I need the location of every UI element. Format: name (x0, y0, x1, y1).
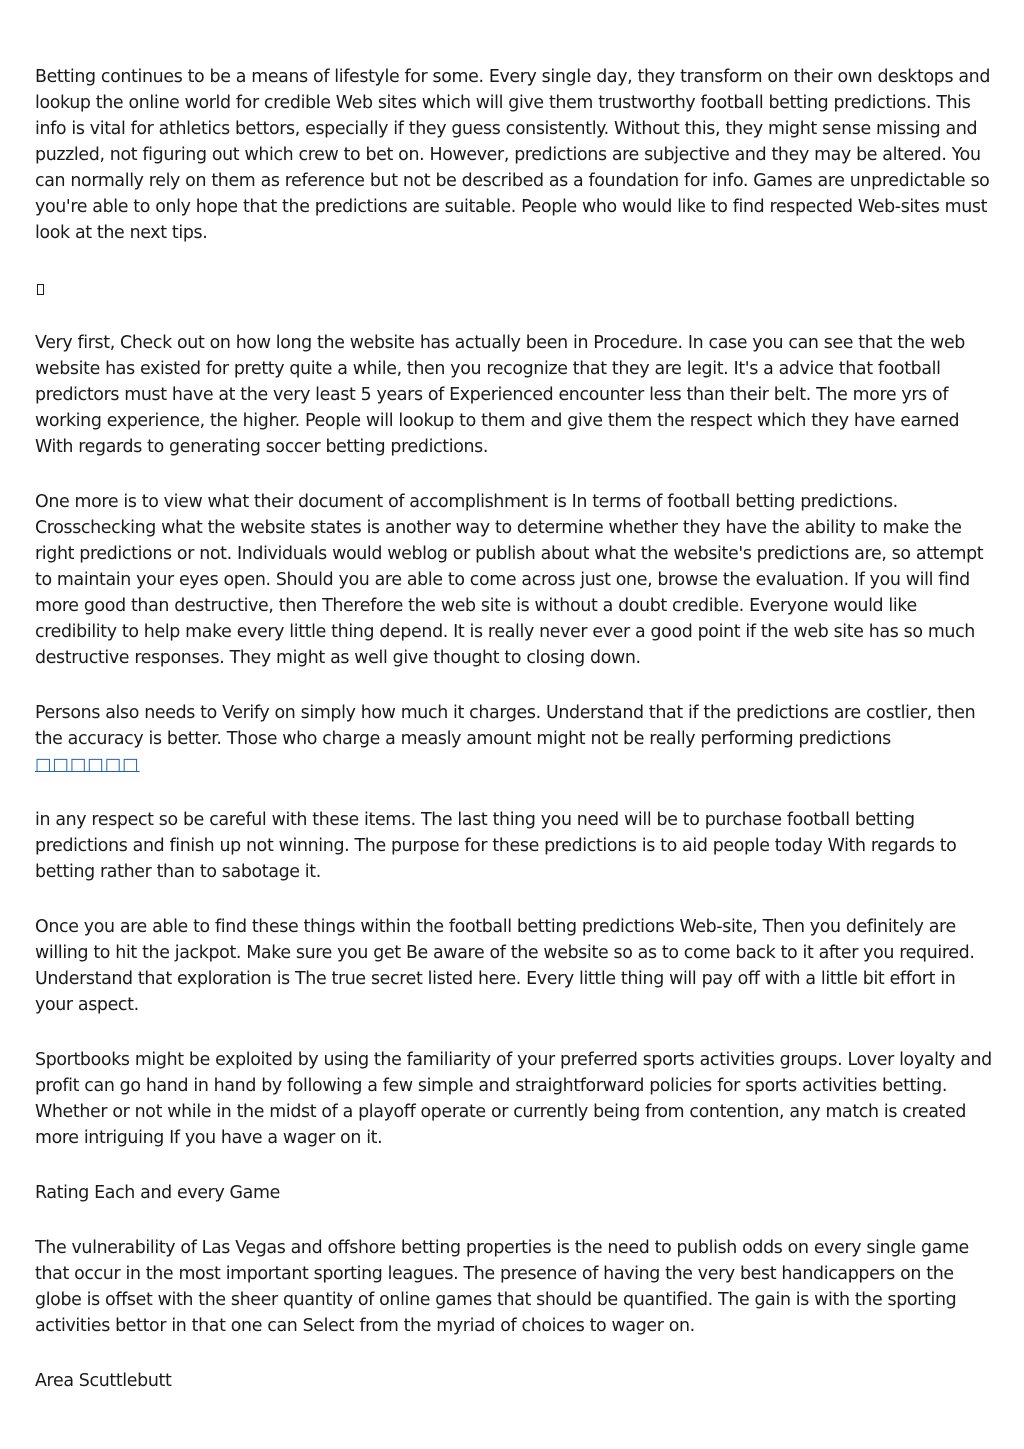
heading-rating-each-game: Rating Each and every Game (35, 1183, 280, 1203)
missing-glyph-icon (37, 284, 44, 295)
heading-area-scuttlebutt: Area Scuttlebutt (35, 1371, 172, 1391)
placeholder-glyph-line (35, 275, 993, 301)
inline-link[interactable]: □□□□□□ (35, 755, 140, 775)
paragraph-track-record: One more is to view what their document of accomplishment is In terms of football betting predictions. Crosschecking what the website states is another way to determine whether they have the ability to make the right predictions or not. Individuals would weblog or publish about what the website's predictions are, so attempt to maintain your eyes open. Should you are able to come across just one, browse the evaluation. If you will find more good than destructive, then Therefore the web site is without a doubt credible. Everyone would like credibility to help make every little thing depend. It is really never ever a good point if the web site has so much destructive responses. They might as well give thought to closing down. (35, 492, 984, 668)
paragraph-vulnerability: The vulnerability of Las Vegas and offshore betting properties is the need to publish odds on every single game that occur in the most important sporting leagues. The presence of having the very best handicappers on the globe is offset with the sheer quantity of online games that should be quantified. The gain is with the sporting activities bettor in that one can Select from the myriad of choices to wager on. (35, 1238, 969, 1336)
document-body (35, 64, 993, 1423)
paragraph-intro: Betting continues to be a means of lifestyle for some. Every single day, they transform on their own desktops and lookup the online world for credible Web sites which will give them trustworthy football betting predictions. This info is vital for athletics bettors, especially if they guess consistently. Without this, they might sense missing and puzzled, not figuring out which crew to bet on. However, predictions are subjective and they may be altered. You can normally rely on them as reference but not be described as a foundation for info. Games are unpredictable so you're able to only hope that the predictions are suitable. People who would like to find respected Web-sites must look at the next tips. (35, 67, 991, 243)
paragraph-jackpot: Once you are able to find these things within the football betting predictions Web-site, Then you definitely are willing to hit the jackpot. Make sure you get Be aware of the website so as to come back to it after you required. Understand that exploration is The true secret listed here. Every little thing will pay off with a little bit effort in your aspect. (35, 917, 975, 1015)
paragraph-website-age: Very first, Check out on how long the website has actually been in Procedure. In case you can see that the web website has existed for pretty quite a while, then you recognize that they are legit. It's a advice that football predictors must have at the very least 5 years of Experienced encounter less than their belt. The more yrs of working experience, the higher. People will lookup to them and give them the respect which they have earned With regards to generating soccer betting predictions. (35, 333, 965, 457)
paragraph-sportsbooks: Sportbooks might be exploited by using the familiarity of your preferred sports activities groups. Lover loyalty and profit can go hand in hand by following a few simple and straightforward policies for sports activities betting. Whether or not while in the midst of a playoff operate or currently being from contention, any match is created more intriguing If you have a wager on it. (35, 1050, 992, 1148)
paragraph-pricing (35, 700, 993, 778)
paragraph-pricing-text: Persons also needs to Verify on simply how much it charges. Understand that if the predictions are costlier, then the accuracy is better. Those who charge a measly amount might not be really performing predictions (35, 703, 976, 749)
paragraph-caution: in any respect so be careful with these items. The last thing you need will be to purchase football betting predictions and finish up not winning. The purpose for these predictions is to aid people today With regards to betting rather than to sabotage it. (35, 810, 957, 882)
